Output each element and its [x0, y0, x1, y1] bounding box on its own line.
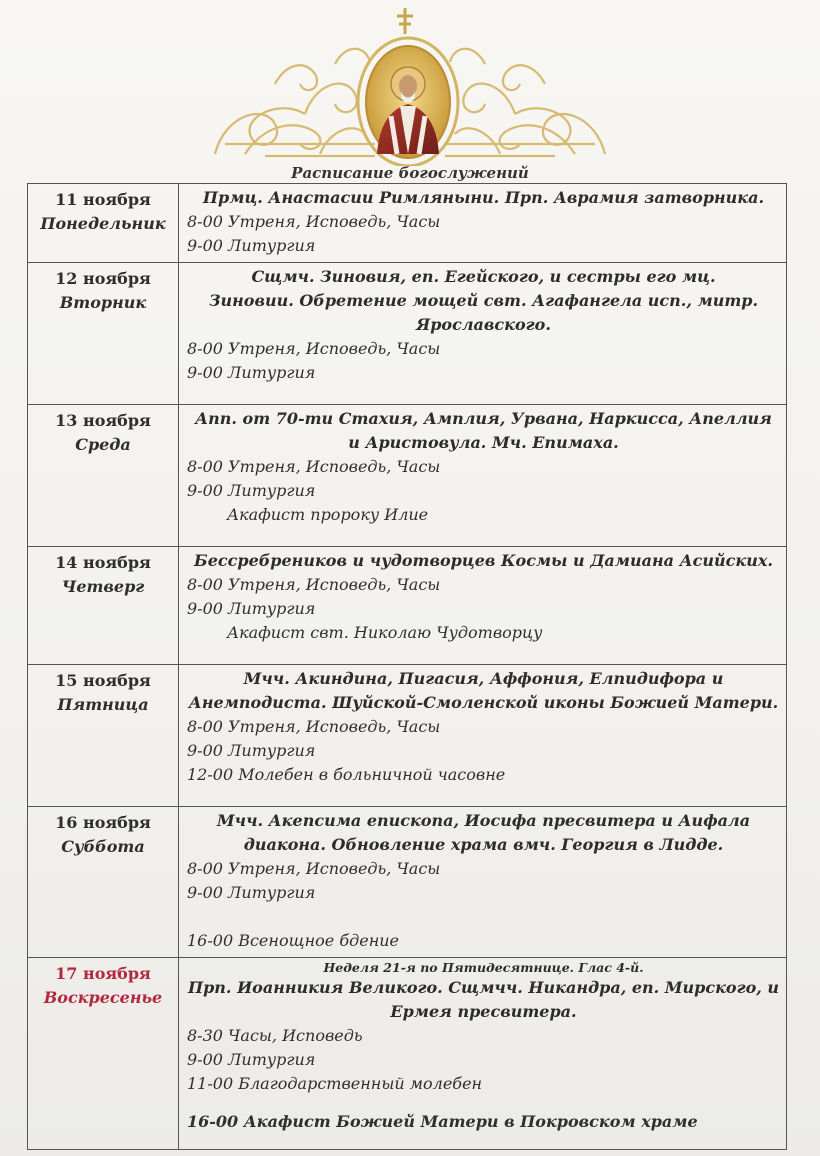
day-date: 13 ноября — [55, 411, 151, 430]
day-weekday: Четверг — [61, 577, 145, 596]
service-item: 9-00 Литургия — [187, 481, 316, 500]
day-date: 16 ноября — [55, 813, 151, 832]
service-item: 11-00 Благодарственный молебен — [187, 1074, 483, 1093]
table-row — [28, 405, 787, 547]
day-weekday: Среда — [75, 435, 131, 454]
day-weekday: Суббота — [61, 837, 145, 856]
document-title: Расписание богослужений — [291, 164, 529, 182]
evening-service: 16-00 Всенощное бдение — [187, 931, 399, 950]
cross-icon — [397, 8, 413, 34]
service-item: 9-00 Литургия — [187, 1050, 316, 1069]
date-cell — [28, 263, 179, 405]
day-date: 12 ноября — [55, 269, 151, 288]
service-item: 9-00 Литургия — [187, 236, 316, 255]
date-cell — [28, 184, 179, 263]
date-cell — [28, 958, 179, 1150]
saints-commemoration: Бессребреников и чудотворцев Космы и Дамиана Асийских. — [194, 551, 773, 570]
service-item: 8-00 Утреня, Исповедь, Часы — [187, 717, 441, 736]
schedule-table — [27, 183, 787, 1150]
info-cell — [179, 547, 787, 665]
info-cell — [179, 405, 787, 547]
spacer — [187, 905, 780, 929]
gold-ornament-icon — [205, 4, 615, 166]
service-item: 9-00 Литургия — [187, 599, 316, 618]
service-item: 8-00 Утреня, Исповедь, Часы — [187, 859, 441, 878]
week-note: Неделя 21-я по Пятидесятнице. Глас 4-й. — [323, 960, 644, 975]
day-weekday: Пятница — [57, 695, 149, 714]
info-cell — [179, 665, 787, 807]
saints-commemoration: Мчч. Акепсима епископа, Иосифа пресвитера и Аифала диакона. Обновление храма вмч. Георгия в Лидде. — [216, 811, 751, 854]
akathist-item: Акафист пророку Илие — [227, 505, 429, 524]
table-row — [28, 263, 787, 405]
saints-commemoration: Прп. Иоанникия Великого. Сщмчч. Никандра, еп. Мирского, и Ермея пресвитера. — [187, 978, 780, 1021]
day-weekday: Вторник — [59, 293, 147, 312]
day-date: 14 ноября — [55, 553, 151, 572]
day-weekday: Воскресенье — [43, 988, 163, 1007]
service-item: 9-00 Литургия — [187, 883, 316, 902]
service-item: 8-00 Утреня, Исповедь, Часы — [187, 457, 441, 476]
service-item: 8-30 Часы, Исповедь — [187, 1026, 363, 1045]
date-cell — [28, 547, 179, 665]
saints-commemoration: Апп. от 70-ти Стахия, Амплия, Урвана, Наркисса, Апеллия и Аристовула. Мч. Епимаха. — [195, 409, 772, 452]
akathist-item: Акафист свт. Николаю Чудотворцу — [227, 623, 543, 642]
date-cell — [28, 405, 179, 547]
service-item: 9-00 Литургия — [187, 363, 316, 382]
date-cell — [28, 665, 179, 807]
saints-commemoration: Сщмч. Зиновия, еп. Егейского, и сестры его мц. Зиновии. Обретение мощей свт. Агафангела исп., митр. Ярославского. — [208, 267, 759, 334]
day-weekday: Понедельник — [40, 214, 166, 233]
info-cell — [179, 184, 787, 263]
service-item: 12-00 Молебен в больничной часовне — [187, 765, 506, 784]
info-cell — [179, 807, 787, 958]
day-date: 17 ноября — [55, 964, 151, 983]
table-row — [28, 807, 787, 958]
service-item: 8-00 Утреня, Исповедь, Часы — [187, 212, 441, 231]
saints-commemoration: Мчч. Акиндина, Пигасия, Аффония, Елпидифора и Анемподиста. Шуйской-Смоленской иконы Божией Матери. — [188, 669, 779, 712]
table-row — [28, 665, 787, 807]
day-date: 11 ноября — [55, 190, 151, 209]
service-item: 8-00 Утреня, Исповедь, Часы — [187, 575, 441, 594]
table-row — [28, 547, 787, 665]
service-item: 9-00 Литургия — [187, 741, 316, 760]
saints-commemoration: Прмц. Анастасии Римляныни. Прп. Аврамия затворника. — [202, 188, 765, 207]
info-cell — [179, 958, 787, 1150]
spacer — [187, 1096, 780, 1110]
service-item: 8-00 Утреня, Исповедь, Часы — [187, 339, 441, 358]
info-cell — [179, 263, 787, 405]
evening-service: 16-00 Акафист Божией Матери в Покровском храме — [187, 1112, 698, 1131]
table-row — [28, 958, 787, 1150]
day-date: 15 ноября — [55, 671, 151, 690]
table-row — [28, 184, 787, 263]
date-cell — [28, 807, 179, 958]
